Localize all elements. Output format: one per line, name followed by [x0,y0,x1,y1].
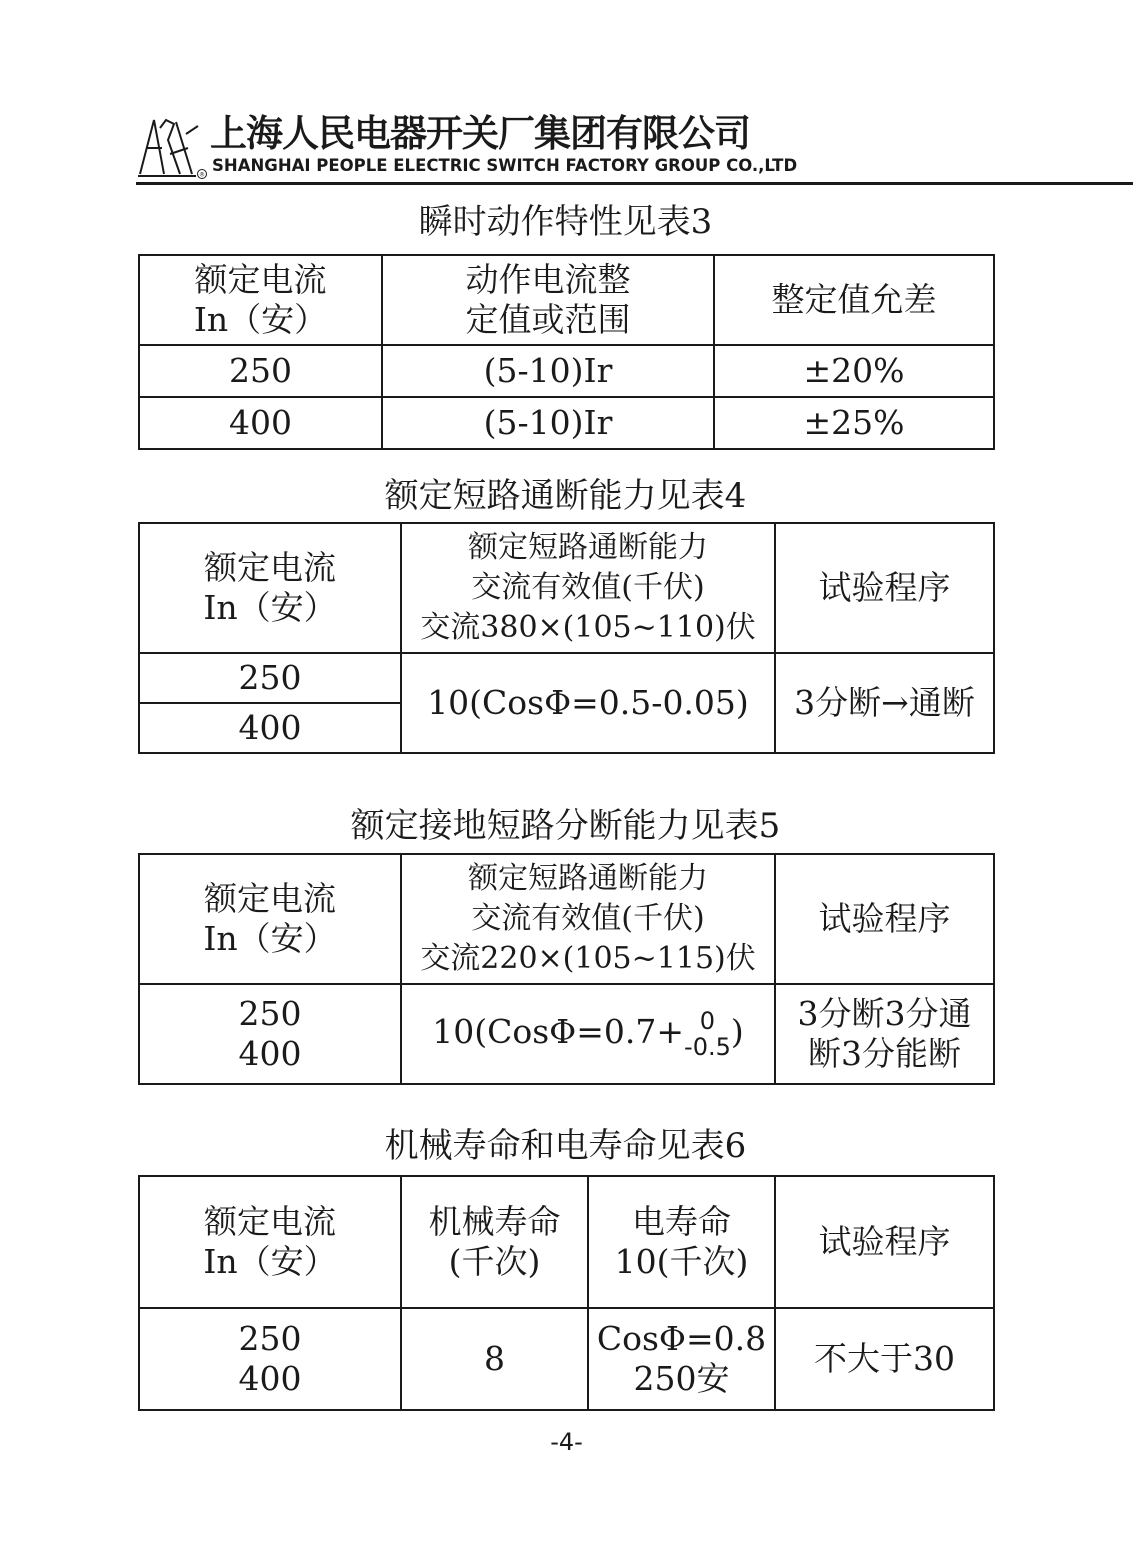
table4-title: 额定短路通断能力见表4 [384,476,747,516]
table-cell: (5-10)Ir [382,397,714,449]
company-name-en: SHANGHAI PEOPLE ELECTRIC SWITCH FACTORY GROUP CO.,LTD [212,156,798,175]
table6 [138,1175,995,1411]
table6-procedure-cell: 不大于30 [775,1308,994,1410]
registered-mark: ® [199,171,205,179]
header-line: In（安） [203,1242,337,1281]
table-row [139,397,994,449]
table4 [138,522,995,754]
table5-header-procedure: 试验程序 [775,854,994,984]
table3-header-setting [382,255,714,345]
header-line: 机械寿命 [428,1202,561,1241]
table6-electrical-cell [588,1308,775,1410]
company-name-cn: 上海人民电器开关厂集团有限公司 [210,112,750,155]
header-line: 额定电流 [204,1202,336,1241]
table6-mechanical-cell: 8 [401,1308,588,1410]
header-line: 电寿命 [632,1202,731,1241]
table5-current-cell [139,984,401,1084]
tolerance-upper: 0 [699,1007,716,1035]
table-cell: 250 [139,345,382,397]
header-line: 交流380×(105~110)伏 [420,610,756,645]
table4-header-current [139,523,401,653]
table-cell: ±20% [714,345,994,397]
table6-header-mechanical [401,1176,588,1308]
table4-header-procedure: 试验程序 [775,523,994,653]
table4-capacity-cell: 10(CosΦ=0.5-0.05) [401,653,775,753]
header-line: 交流220×(105~115)伏 [420,941,756,976]
table5-header-row [139,854,994,984]
table-cell: ±25% [714,397,994,449]
current-value: 250 [238,994,302,1033]
header-line: 10(千次) [614,1242,749,1281]
page-header [136,112,1133,186]
table5-procedure-cell [775,984,994,1084]
table4-procedure-cell: 3分断→通断 [775,653,994,753]
header-line: 额定短路通断能力 [468,530,708,565]
table3-header-current [139,255,382,345]
header-line: 定值或范围 [465,300,631,339]
table6-title: 机械寿命和电寿命见表6 [384,1126,747,1166]
table6-current-cell [139,1308,401,1410]
tolerance-lower: -0.5 [684,1033,731,1061]
table3 [138,254,995,450]
table-cell: 250 [139,653,401,703]
capacity-prefix: 10(CosΦ=0.7+ [432,1012,685,1051]
company-logo [136,114,208,180]
table3-title: 瞬时动作特性见表3 [418,202,713,242]
table6-header-electrical [588,1176,775,1308]
header-line: 交流有效值(千伏) [471,570,705,605]
capacity-suffix: ) [730,1012,744,1051]
table-row [139,345,994,397]
table-cell: 400 [139,397,382,449]
tolerance-stack [684,1008,731,1060]
electrical-line: 250安 [633,1359,730,1398]
table5 [138,853,995,1085]
header-line: 额定电流 [204,548,336,587]
header-line: 额定电流 [204,879,336,918]
table6-header-row [139,1176,994,1308]
current-value: 400 [238,1034,302,1073]
table-cell: (5-10)Ir [382,345,714,397]
table6-header-current [139,1176,401,1308]
header-line: 动作电流整 [465,260,631,299]
table-cell: 400 [139,703,401,753]
table5-title: 额定接地短路分断能力见表5 [350,806,781,846]
table5-header-current [139,854,401,984]
table-row [139,1308,994,1410]
procedure-line: 3分断3分通 [797,994,972,1033]
table4-header-capacity [401,523,775,653]
table3-header-tolerance: 整定值允差 [714,255,994,345]
current-value: 250 [238,1319,302,1358]
header-line: (千次) [448,1242,541,1281]
table-row [139,653,994,703]
header-line: In（安） [203,919,337,958]
header-line: In（安） [203,588,337,627]
table-row [139,984,994,1084]
header-line: 额定短路通断能力 [468,861,708,896]
header-line: 交流有效值(千伏) [471,901,705,936]
table5-header-capacity [401,854,775,984]
header-rule [136,182,1133,185]
procedure-line: 断3分能断 [808,1034,961,1073]
current-value: 400 [238,1359,302,1398]
table3-header-row [139,255,994,345]
table5-capacity-cell [401,984,775,1084]
table4-header-row [139,523,994,653]
header-line: In（安） [193,300,328,339]
table6-header-procedure: 试验程序 [775,1176,994,1308]
header-line: 额定电流 [194,260,327,299]
electrical-line: CosΦ=0.8 [596,1319,767,1358]
page-number: -4- [550,1428,583,1456]
